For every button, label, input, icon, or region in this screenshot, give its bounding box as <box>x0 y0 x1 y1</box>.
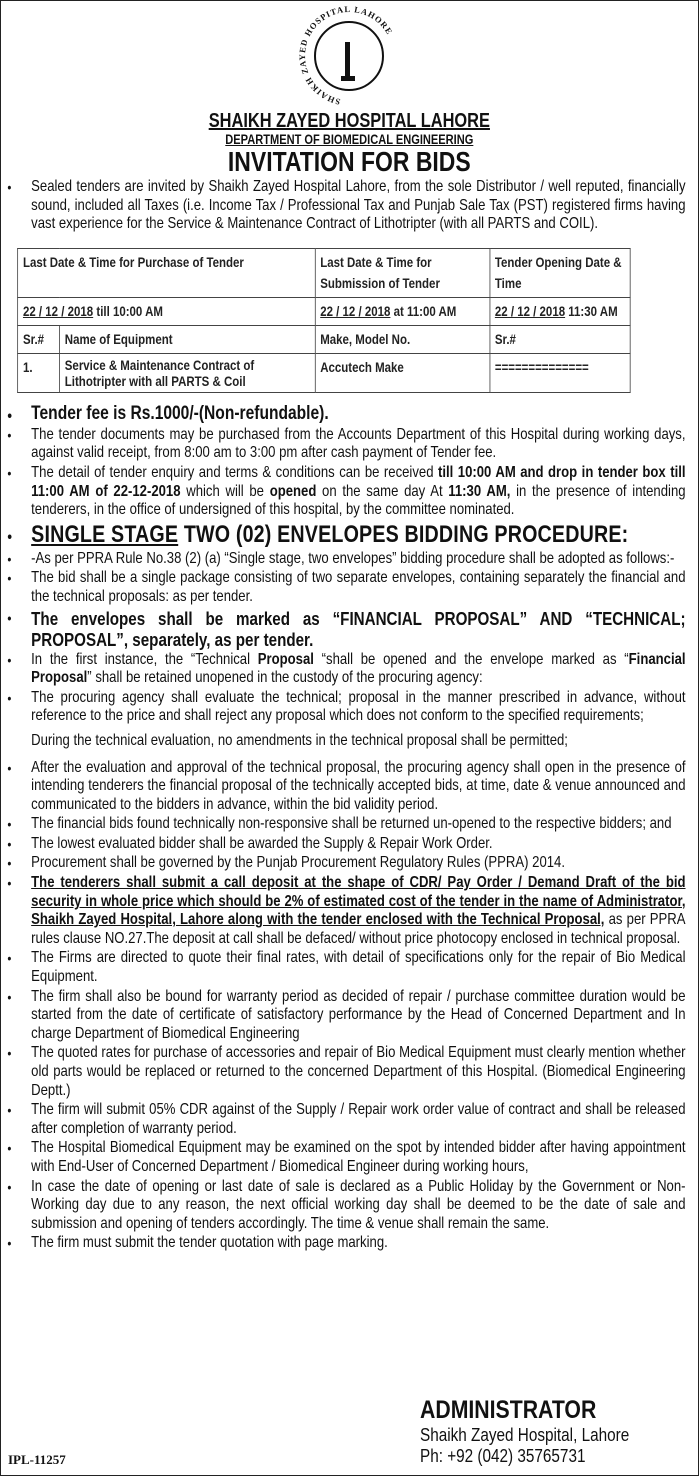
list-item-text: Tender fee is Rs.1000/-(Non-refundable). <box>31 402 329 424</box>
list-item-text: The financial bids found technically non-responsive shall be returned un-opened to the respective bidders; and <box>31 815 672 833</box>
list-item-text: In the first instance, the “Technical <box>31 650 258 668</box>
logo-ring-text: SHAIKH ZAYED HOSPITAL LAHORE <box>297 4 395 108</box>
hospital-title: SHAIKH ZAYED HOSPITAL LAHORE <box>208 110 490 132</box>
col-make: Make, Model No. <box>315 325 490 353</box>
list-item-text: The bid shall be a single package consisting of two separate envelopes, containing separately the financial and the technical proposals: as per tender. <box>31 569 686 605</box>
intro-paragraph: • Sealed tenders are invited by Shaikh Zayed Hospital Lahore, from the sole Distributor / well reputed, financially sound, included all Taxes (i.e. Income Tax / Professional Tax and Punjab Sale Tax (PST) registered firms having vast experience for the Service & Maintenance Contract of Lithotripter (with all PARTS and COIL). <box>0 178 686 234</box>
list-item <box>0 521 686 549</box>
list-item <box>0 835 686 854</box>
row-sr: 1. <box>18 353 60 392</box>
tender-schedule-table <box>17 248 630 393</box>
list-item-text: The firm shall also be bound for warranty period as decided of repair / purchase committee duration would be started from the date of certificate of satisfactory performance by the Head of Concerned Department and In charge Department of Biomedical Engineering <box>31 987 686 1042</box>
list-item-text: TWO (02) ENVELOPES BIDDING PROCEDURE: <box>178 520 629 548</box>
list-item-text: During the technical evaluation, no amendments in the technical proposal shall be permitted; <box>31 731 568 749</box>
page-heading: INVITATION FOR BIDS <box>227 146 471 177</box>
submission-date: 22 / 12 / 2018 at 11:00 AM <box>315 297 490 325</box>
list-item-text: as per PPRA rules clause NO.27.The deposit at call shall be defaced/ without price photocopy enclosed in technical proposal. <box>31 911 686 947</box>
list-item <box>0 651 686 688</box>
list-item-text: -As per PPRA Rule No.38 (2) (a) “Single stage, two envelopes” bidding procedure shall be adopted as follows:- <box>31 549 675 567</box>
list-item-text: SINGLE STAGE <box>31 520 179 548</box>
list-item-text: on the same day At <box>316 482 449 500</box>
opening-date: 22 / 12 / 2018 11:30 AM <box>490 297 631 325</box>
list-item-text: The Hospital Biomedical Equipment may be examined on the spot by intended bidder after having appointment with End-User of Concerned Department / Biomedical Engineer during working hours, <box>31 1139 686 1175</box>
list-item-text: The Firms are directed to quote their final rates, with detail of specifications only for the repair of Bio Medical Equipment. <box>31 949 686 986</box>
list-item-text: which will be <box>180 482 270 500</box>
list-item <box>0 426 686 463</box>
list-item <box>0 815 686 834</box>
list-item <box>0 403 686 425</box>
signatory-phone: Ph: +92 (042) 35765731 <box>420 1446 586 1466</box>
list-item <box>0 550 686 569</box>
col-sr: Sr.# <box>18 325 60 353</box>
col-equipment: Name of Equipment <box>59 325 314 353</box>
list-item <box>0 1234 686 1253</box>
list-item-text: Proposal <box>257 650 314 668</box>
header-submission: Last Date & Time for Submission of Tender <box>315 248 490 297</box>
list-item <box>0 608 686 650</box>
list-item <box>0 874 686 948</box>
list-item-text: in the presence of intending tenderers, in the office of undersigned of this hospital, by the committee nominated. <box>31 482 686 519</box>
department-title: DEPARTMENT OF BIOMEDICAL ENGINEERING <box>225 132 474 147</box>
list-item-text: The tender documents may be purchased from the Accounts Department of this Hospital during working days, against valid receipt, from 8:00 am to 3:00 pm after cash payment of Tender fee. <box>31 425 686 462</box>
list-item <box>0 732 686 751</box>
list-item <box>0 854 686 873</box>
list-item <box>0 1044 686 1100</box>
terms-list <box>0 403 699 1253</box>
signature-block <box>420 1395 666 1467</box>
list-item <box>0 689 686 726</box>
list-item-text: The procuring agency shall evaluate the technical; proposal in the manner prescribed in advance, without reference to the price and shall reject any proposal which does not conform to the specified requirements; <box>31 688 686 725</box>
list-item-text: opened <box>269 482 317 500</box>
header-purchase: Last Date & Time for Purchase of Tender <box>18 248 315 297</box>
list-item-text: Financial Proposal <box>31 650 686 687</box>
header-opening: Tender Opening Date & Time <box>490 248 631 297</box>
signatory-title: ADMINISTRATOR <box>420 1396 597 1424</box>
list-item-text: The envelopes shall be marked as “FINANCIAL PROPOSAL” AND “TECHNICAL; PROPOSAL”, separately, as per tender. <box>31 607 686 650</box>
list-item <box>0 949 686 986</box>
list-item <box>0 988 686 1044</box>
table-columns-row <box>18 325 631 353</box>
row-sr2: ============== <box>490 353 631 392</box>
table-row <box>18 353 631 392</box>
list-item-text: After the evaluation and approval of the technical proposal, the procuring agency shall open in the presence of intending tenderers the financial proposal of the technically accepted bids, at time, date & venue announced and communicated to the bidders in advance, within the bid validity period. <box>31 758 686 813</box>
row-make: Accutech Make <box>315 353 490 392</box>
list-item-text: The tenderers shall submit a call deposit at the shape of CDR/ Pay Order / Demand Draft of the bid security in whole price which should be 2% of estimated cost of the tender in the name of Administrator, Shaikh Zayed Hospital, Lahore along with the tender enclosed with the Technical Proposal, <box>31 874 686 929</box>
document-body <box>0 110 699 1254</box>
list-item-text: Procurement shall be governed by the Punjab Procurement Regulatory Rules (PPRA) 2014. <box>31 854 565 872</box>
row-equipment: Service & Maintenance Contract of Lithotripter with all PARTS & Coil <box>59 353 314 392</box>
col-sr2: Sr.# <box>490 325 631 353</box>
ad-reference-code: IPL-11257 <box>8 1452 66 1467</box>
list-item-text: 11:30 AM, <box>448 482 511 500</box>
list-item <box>0 1101 686 1138</box>
table-header-row <box>18 248 631 297</box>
list-item <box>0 569 686 606</box>
list-item-text: The firm will submit 05% CDR against of the Supply / Repair work order value of contract and shall be released after completion of warranty period. <box>31 1101 686 1137</box>
list-item-text: The detail of tender enquiry and terms & conditions can be received <box>31 463 438 481</box>
list-item <box>0 1139 686 1176</box>
list-item-text: The quoted rates for purchase of accessories and repair of Bio Medical Equipment must clearly mention whether old parts would be replaced or returned to the concerned Department of this Hospital. (Biomedical Engineering Deptt.) <box>31 1044 686 1099</box>
table-dates-row <box>18 297 631 325</box>
list-item <box>0 1178 686 1234</box>
list-item-text: The lowest evaluated bidder shall be awarded the Supply & Repair Work Order. <box>31 834 493 852</box>
signatory-org: Shaikh Zayed Hospital, Lahore <box>420 1425 630 1445</box>
list-item-text: In case the date of opening or last date of sale is declared as a Public Holiday by the Government or Non- Working day due to any reason, the next official working day shall be deemed to be the date of sale and submission and opening of tenders accordingly. The time & venue shall remain the same. <box>31 1177 686 1232</box>
list-item <box>0 759 686 815</box>
purchase-date: 22 / 12 / 2018 till 10:00 AM <box>18 297 315 325</box>
list-item-text: till 10:00 AM and drop in tender box till 11:00 AM of 22-12-2018 <box>31 463 686 500</box>
list-item-text: The firm must submit the tender quotation with page marking. <box>31 1234 388 1252</box>
list-item <box>0 464 686 520</box>
list-item-text: ” shall be retained unopened in the custody of the procuring agency: <box>87 669 483 687</box>
list-item-text: “shall be opened and the envelope marked as “ <box>313 650 629 668</box>
hospital-logo <box>297 4 401 110</box>
